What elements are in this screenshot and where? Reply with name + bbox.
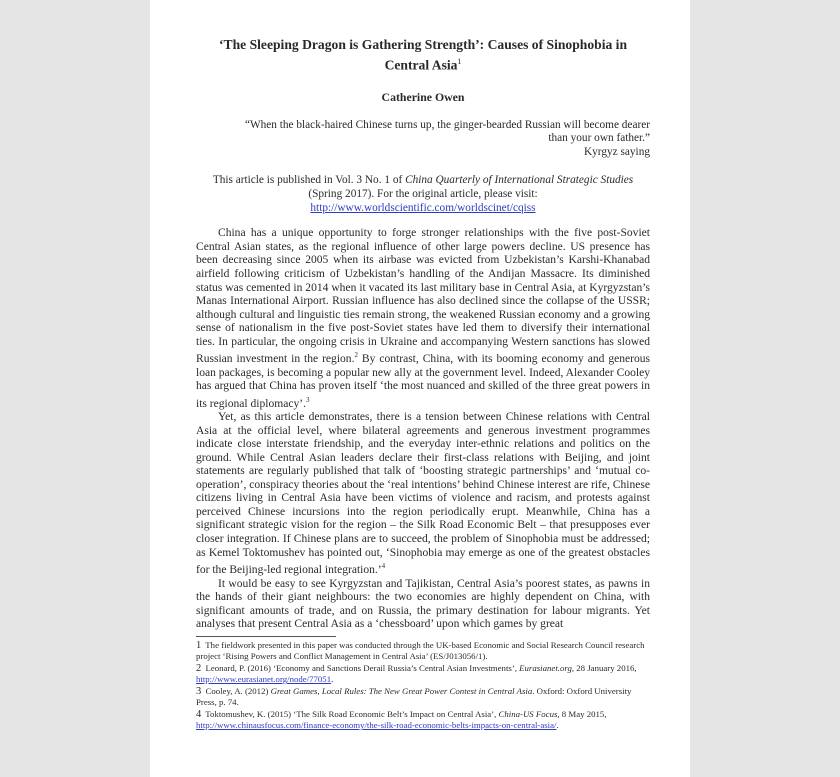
epigraph-line-1: “When the black-haired Chinese turns up, the ginger-bearded Russian will become dearer — [244, 118, 650, 131]
footnote-number: 2 — [196, 662, 202, 674]
footnote-ref-2[interactable]: 2 — [354, 351, 358, 360]
footnotes — [196, 640, 650, 732]
epigraph-attribution: Kyrgyz saying — [584, 145, 650, 158]
footnote-source: China-US Focus — [498, 708, 558, 719]
footnote-text: Leonard, P. (2016) ‘Economy and Sanctions Derail Russia’s Central Asian Investments’, — [205, 662, 520, 673]
publication-note-suffix: (Spring 2017). For the original article, please visit: — [308, 188, 538, 201]
page-content — [196, 36, 650, 732]
footnote-text: Cooley, A. (2012) — [205, 685, 271, 696]
paragraph-1-part-a: China has a unique opportunity to forge stronger relationships with the five post-Soviet Central Asian states, as the regional influence of other large powers decline. US presence has been decreasing since 2005 when its airbase was evicted from Uzbekistan’s Karshi-Khanabad airfield following criticism of Uzbekistan’s handling of the Andijan Massacre. Its diminished status was cemented in 2014 when it vacated its last military base in Central Asia, at Kyrgyzstan’s Manas International Airport. Russian influence has also declined since the collapse of the USSR; although cultural and linguistic ties remain strong, the weakened Russian economy and a growing sense of nationalism in the five post-Soviet states have led them to diversify their international ties. In particular, the ongoing crisis in Ukraine and accompanying Western sanctions has slowed Russian investment in the region. — [196, 227, 650, 366]
footnote-link[interactable]: http://www.chinausfocus.com/finance-economy/the-silk-road-economic-belts-impacts-on-central-asia/ — [196, 720, 557, 731]
footnote-text: , 28 January 2016, — [571, 662, 637, 673]
footnote-source: Eurasianet.org — [519, 662, 572, 673]
paragraph-2 — [196, 411, 650, 577]
paper-title — [196, 36, 650, 74]
footnote-1 — [196, 640, 650, 663]
paragraph-1-part-b: By contrast, China, with its booming economy and generous loan packages, is becoming a popular new ally at the government level. Indeed, Alexander Cooley has argued that China has proven itself ‘the most nuanced and skilled of the three great powers in its regional diplomacy’. — [196, 353, 650, 410]
footnote-text: . Oxford: Oxford University Press, p. 74. — [196, 685, 632, 708]
publication-note — [196, 173, 650, 215]
footnote-end: . — [556, 720, 559, 731]
article-body — [196, 227, 650, 631]
paragraph-2-text: Yet, as this article demonstrates, there is a tension between Chinese relations with Central Asia at the official level, where bilateral agreements and generous investment programmes indicate close interstate friendship, and the everyday inter-ethnic relations and politics on the ground. While Central Asian leaders declare their first-class relations with Beijing, and joint statements are regularly published that talk of ‘boosting strategic partnerships’ and ‘mutual co-operation’, conspiracy theories about the ‘real intentions’ behind Chinese interest are rife, Chinese citizens living in Central Asia have been victims of violence and racism, and protests against perceived Chinese incursions into the region periodically erupt. Meanwhile, China has a significant strategic vision for the region – the Silk Road Economic Belt – that presupposes ever closer integration. If Chinese plans are to succeed, the problem of Sinophobia must be addressed; as Kemel Toktomushev has pointed out, ‘Sinophobia may emerge as one of the greatest obstacles for the Beijing-led regional integration.’ — [196, 411, 650, 576]
footnote-4 — [196, 709, 650, 732]
title-footnote-mark[interactable]: 1 — [457, 57, 462, 66]
document-page — [150, 0, 690, 777]
footnote-divider — [196, 636, 336, 637]
footnote-3 — [196, 686, 650, 709]
footnote-link[interactable]: http://www.eurasianet.org/node/77051 — [196, 674, 332, 685]
paragraph-1 — [196, 227, 650, 411]
footnote-text: , 8 May 2015, — [557, 708, 607, 719]
title-line-2: Central Asia — [384, 57, 458, 73]
footnote-ref-3[interactable]: 3 — [306, 395, 310, 404]
paragraph-3: It would be easy to see Kyrgyzstan and Tajikistan, Central Asia’s poorest states, as pawns in the hands of their giant neighbours: the two economies are highly dependent on China, with significant amounts of trade, and on Russia, the primary destination for labour migrants. Yet analyses that present Central Asia as a ‘chessboard’ upon which games by great — [196, 577, 650, 631]
epigraph-line-2: than your own father.” — [548, 132, 650, 145]
footnote-source: Great Games, Local Rules: The New Great Power Contest in Central Asia — [270, 685, 533, 696]
footnote-text: Toktomushev, K. (2015) ‘The Silk Road Economic Belt’s Impact on Central Asia’, — [205, 708, 499, 719]
footnote-ref-4[interactable]: 4 — [381, 562, 386, 571]
author-name: Catherine Owen — [381, 89, 465, 104]
journal-name: China Quarterly of International Strategic Studies — [405, 174, 634, 187]
footnote-2 — [196, 663, 650, 686]
publication-note-prefix: This article is published in Vol. 3 No. 1 of — [212, 174, 406, 187]
footnote-text: The fieldwork presented in this paper was conducted through the UK-based Economic and Social Research Council research project ‘Rising Powers and Conflict Management in Central Asia’ (ES/J013056/1). — [196, 639, 645, 662]
footnote-end: . — [331, 674, 334, 685]
footnote-number: 1 — [196, 639, 202, 651]
title-line-1: ‘The Sleeping Dragon is Gathering Strength’: Causes of Sinophobia in — [219, 37, 627, 52]
footnote-number: 4 — [196, 708, 202, 720]
epigraph — [196, 119, 650, 160]
journal-link[interactable]: http://www.worldscientific.com/worldscinet/cqiss — [310, 202, 536, 215]
footnote-number: 3 — [196, 685, 202, 697]
